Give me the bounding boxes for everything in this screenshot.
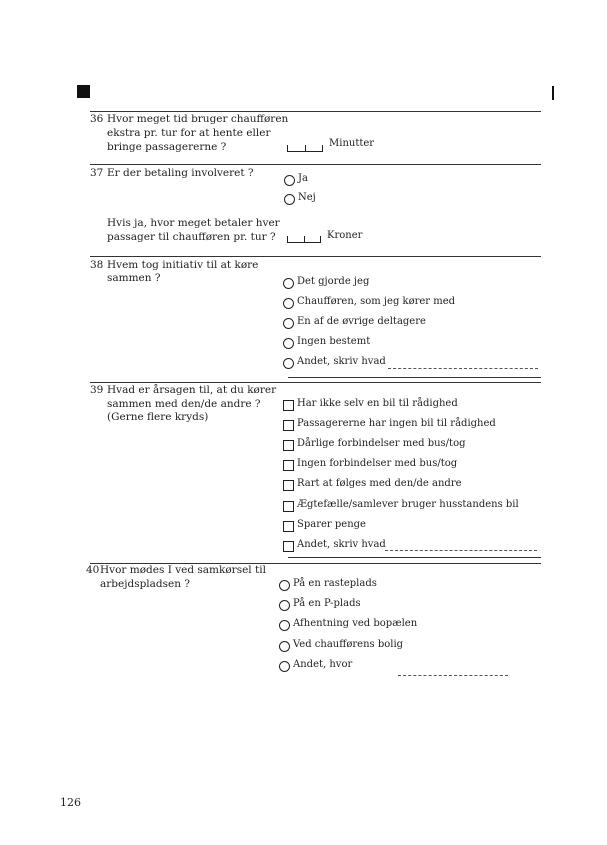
radio-option[interactable] xyxy=(279,661,290,672)
option-label: Ja xyxy=(298,173,308,184)
question-text: Hvor mødes I ved samkørsel til xyxy=(100,564,266,576)
option-label: Sparer penge xyxy=(297,519,366,530)
section-divider xyxy=(90,164,541,165)
question-number: 38 xyxy=(90,259,104,271)
question-text: sammen med den/de andre ? xyxy=(107,398,261,410)
option-label: På en P-plads xyxy=(293,598,361,609)
page-number: 126 xyxy=(60,796,81,809)
section-divider xyxy=(90,111,541,112)
page-edge-mark xyxy=(552,86,554,100)
question-text: Hvad er årsagen til, at du kører xyxy=(107,384,277,396)
option-label: Andet, skriv hvad xyxy=(297,539,386,550)
radio-option[interactable] xyxy=(283,318,294,329)
question-number: 36 xyxy=(90,113,104,125)
option-label: Andet, skriv hvad xyxy=(297,356,386,367)
radio-option[interactable] xyxy=(279,620,290,631)
radio-option[interactable] xyxy=(283,298,294,309)
radio-option[interactable] xyxy=(279,600,290,611)
option-label: Ved chaufførens bolig xyxy=(293,639,404,650)
checkbox-option[interactable] xyxy=(283,420,294,431)
option-label: Ingen bestemt xyxy=(297,336,371,347)
question-text: (Gerne flere kryds) xyxy=(107,411,209,423)
radio-option[interactable] xyxy=(283,358,294,369)
checkbox-option[interactable] xyxy=(283,501,294,512)
unit-label: Kroner xyxy=(327,230,363,241)
section-divider xyxy=(288,377,541,378)
option-label: Rart at følges med den/de andre xyxy=(297,478,462,489)
radio-ja[interactable] xyxy=(284,175,295,186)
option-label: Har ikke selv en bil til rådighed xyxy=(297,398,458,409)
checkbox-option[interactable] xyxy=(283,480,294,491)
write-in-line[interactable] xyxy=(398,675,508,676)
unit-label: Minutter xyxy=(329,138,375,149)
section-divider xyxy=(90,256,541,257)
question-text: Hvis ja, hvor meget betaler hver xyxy=(107,217,280,229)
question-text: Hvem tog initiativ til at køre xyxy=(107,259,259,271)
question-text: arbejdspladsen ? xyxy=(100,578,190,590)
option-label: Ægtefælle/samlever bruger husstandens bil xyxy=(297,499,519,510)
minutes-number-field[interactable] xyxy=(287,145,323,152)
option-label: Dårlige forbindelser med bus/tog xyxy=(297,438,466,449)
radio-option[interactable] xyxy=(283,338,294,349)
checkbox-option[interactable] xyxy=(283,440,294,451)
option-label: Andet, hvor xyxy=(293,659,353,670)
write-in-line[interactable] xyxy=(385,550,537,551)
section-divider xyxy=(90,382,541,383)
option-label: Nej xyxy=(298,192,316,203)
option-label: En af de øvrige deltagere xyxy=(297,316,426,327)
question-text: ekstra pr. tur for at hente eller xyxy=(107,127,271,139)
registration-mark xyxy=(77,85,90,98)
radio-nej[interactable] xyxy=(284,194,295,205)
write-in-line[interactable] xyxy=(388,368,538,369)
checkbox-option[interactable] xyxy=(283,400,294,411)
question-number: 40 xyxy=(86,564,100,576)
option-label: Det gjorde jeg xyxy=(297,276,370,287)
checkbox-option[interactable] xyxy=(283,541,294,552)
checkbox-option[interactable] xyxy=(283,460,294,471)
question-text: Hvor meget tid bruger chaufføren xyxy=(107,113,289,125)
question-text: bringe passagererne ? xyxy=(107,141,227,153)
option-label: Ingen forbindelser med bus/tog xyxy=(297,458,458,469)
kroner-number-field[interactable] xyxy=(287,236,321,243)
question-number: 37 xyxy=(90,167,104,179)
radio-option[interactable] xyxy=(279,641,290,652)
question-text: sammen ? xyxy=(107,272,161,284)
radio-option[interactable] xyxy=(283,278,294,289)
option-label: Afhentning ved bopælen xyxy=(293,618,418,629)
question-number: 39 xyxy=(90,384,104,396)
section-divider xyxy=(288,557,541,558)
option-label: På en rasteplads xyxy=(293,578,377,589)
question-text: passager til chaufføren pr. tur ? xyxy=(107,231,276,243)
option-label: Chaufføren, som jeg kører med xyxy=(297,296,456,307)
radio-option[interactable] xyxy=(279,580,290,591)
checkbox-option[interactable] xyxy=(283,521,294,532)
option-label: Passagererne har ingen bil til rådighed xyxy=(297,418,496,429)
question-text: Er der betaling involveret ? xyxy=(107,167,254,179)
